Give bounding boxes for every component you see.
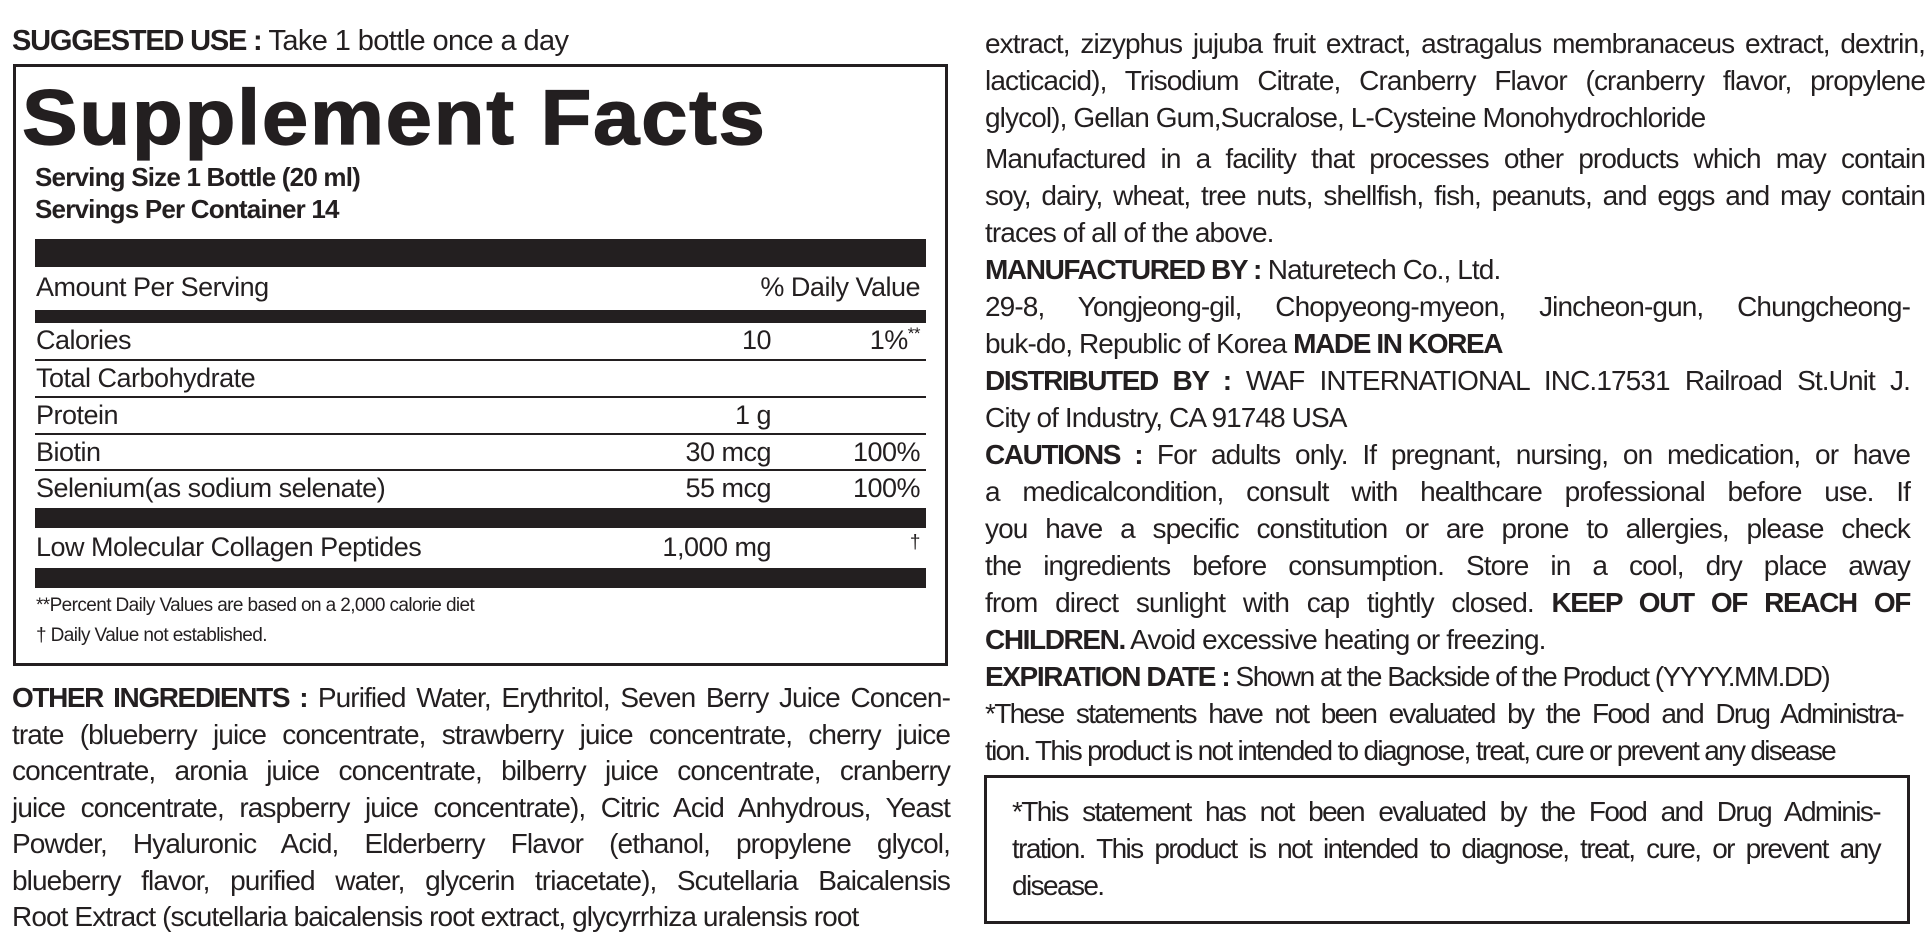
nutrient-name: Selenium(as sodium selenate)	[36, 473, 386, 503]
expiration-text: Shown at the Backside of the Product (YYYY.MM.DD)	[1229, 661, 1830, 692]
nutrient-name: Low Molecular Collagen Peptides	[36, 532, 422, 562]
manufactured-by	[985, 251, 1910, 362]
facts-row-total-carbohydrate	[35, 361, 926, 395]
text-line: juice concentrate, raspberry juice concentrate), Citric Acid Anhydrous, Yeast	[12, 791, 950, 823]
facts-row-calories	[35, 323, 926, 357]
medium-divider-bar	[35, 508, 926, 528]
dv-value: 1%	[869, 325, 908, 355]
footnote-percent-dv: **Percent Daily Values are based on a 2,000 calorie diet	[36, 595, 475, 616]
nutrient-name: Biotin	[36, 437, 101, 467]
text-line	[985, 362, 1910, 399]
suggested-use	[12, 24, 568, 58]
text-line: *This statement has not been evaluated by the Food and Drug Adminis-	[1012, 796, 1880, 827]
other-ingredients	[12, 680, 950, 936]
dv-footnote-mark: **	[907, 324, 920, 343]
suggested-use-text: Take 1 bottle once a day	[261, 25, 569, 57]
text-segment: from direct sunlight with cap tightly closed.	[985, 587, 1552, 618]
text-line: trate (blueberry juice concentrate, strawberry juice concentrate, cherry juice	[12, 718, 950, 750]
text-line: traces of all of the above.	[985, 217, 1274, 248]
text-line	[985, 325, 1910, 362]
thick-divider-bar	[35, 568, 926, 588]
text-line: blueberry flavor, purified water, glycerin triacetate), Scutellaria Baicalensis	[12, 864, 950, 896]
expiration-label: EXPIRATION DATE :	[985, 661, 1230, 692]
manufacturer-address: buk-do, Republic of Korea	[985, 328, 1294, 359]
cautions	[985, 436, 1910, 658]
manufacturer-name: Naturetech Co., Ltd.	[1260, 254, 1501, 285]
nutrient-amount: 1,000 mg	[662, 532, 771, 562]
servings-per-container: Servings Per Container 14	[35, 194, 339, 224]
text-segment: For adults only. If pregnant, nursing, on medication, or have	[1142, 439, 1910, 470]
amount-per-serving-header: Amount Per Serving	[36, 272, 269, 302]
cautions-label: CAUTIONS :	[985, 439, 1143, 470]
text-line: soy, dairy, wheat, tree nuts, shellfish, fish, peanuts, and eggs and may contain	[985, 180, 1925, 211]
dv-footnote-mark: †	[909, 532, 920, 553]
distributor-address: City of Industry, CA 91748 USA	[985, 402, 1347, 433]
fda-statement	[985, 695, 1903, 769]
nutrient-name: Protein	[36, 400, 119, 430]
supplement-facts-title: Supplement Facts	[22, 73, 767, 161]
text-line: Manufactured in a facility that processes other products which may contain	[985, 143, 1925, 174]
nutrient-dv	[870, 323, 920, 357]
text-line	[985, 658, 1910, 695]
text-line	[12, 680, 950, 717]
allergen-statement	[985, 140, 1925, 251]
text-segment: Avoid excessive heating or freezing.	[1124, 624, 1546, 655]
keep-out-of-reach-warning: KEEP OUT OF REACH OF	[1551, 587, 1910, 618]
distributor-info: WAF INTERNATIONAL INC.17531 Railroad St.Unit J.	[1230, 365, 1910, 396]
other-ingredients-label: OTHER INGREDIENTS :	[12, 682, 308, 713]
serving-size: Serving Size 1 Bottle (20 ml)	[35, 162, 361, 192]
suggested-use-label: SUGGESTED USE :	[12, 25, 262, 57]
text-line	[985, 584, 1910, 621]
ingredients-continued	[985, 25, 1925, 136]
nutrient-amount: 1 g	[734, 400, 771, 430]
expiration-date	[985, 658, 1910, 695]
text-line: *These statements have not been evaluated by the Food and Drug Administra-	[985, 698, 1903, 729]
distributed-by-label: DISTRIBUTED BY :	[985, 365, 1231, 396]
text-line: the ingredients before consumption. Store in a cool, dry place away	[985, 550, 1910, 581]
nutrient-name: Total Carbohydrate	[36, 363, 256, 393]
keep-out-of-reach-warning: CHILDREN.	[985, 624, 1125, 655]
distributed-by	[985, 362, 1910, 436]
text-line: lacticacid), Trisodium Citrate, Cranberry Flavor (cranberry flavor, propylene	[985, 65, 1925, 96]
text-line: you have a specific constitution or are prone to allergies, please check	[985, 513, 1910, 544]
text-line	[985, 436, 1910, 473]
text-line	[985, 251, 1910, 288]
text-line: glycol), Gellan Gum,Sucralose, L-Cysteine Monohydrochloride	[985, 102, 1706, 133]
text-line: concentrate, aronia juice concentrate, bilberry juice concentrate, cranberry	[12, 755, 950, 786]
medium-divider-bar	[35, 310, 926, 323]
nutrient-dv: 100%	[852, 437, 920, 467]
manufacturer-address: 29-8, Yongjeong-gil, Chopyeong-myeon, Jincheon-gun, Chungcheong-	[985, 291, 1910, 322]
facts-row-selenium	[35, 471, 926, 505]
text-line	[985, 621, 1910, 658]
facts-row-protein	[35, 398, 926, 432]
made-in-label: MADE IN KOREA	[1293, 328, 1503, 359]
nutrient-amount: 55 mcg	[685, 473, 771, 503]
daily-value-header: % Daily Value	[760, 272, 920, 302]
nutrient-name: Calories	[36, 325, 132, 355]
footnote-dv-not-established: † Daily Value not established.	[36, 625, 267, 646]
thick-divider-bar	[35, 239, 926, 267]
text-line: Root Extract (scutellaria baicalensis root extract, glycyrrhiza uralensis root	[12, 901, 859, 932]
text-line: tion. This product is not intended to diagnose, treat, cure or prevent any disease	[985, 735, 1836, 766]
facts-row-collagen	[35, 530, 926, 564]
text-segment: Purified Water, Erythritol, Seven Berry Juice Concen-	[307, 682, 950, 713]
text-line: a medicalcondition, consult with healthcare professional before use. If	[985, 476, 1910, 507]
nutrient-amount: 30 mcg	[685, 437, 771, 467]
nutrient-amount: 10	[741, 325, 771, 355]
facts-header-row	[35, 270, 926, 304]
manufactured-by-label: MANUFACTURED BY :	[985, 254, 1261, 285]
facts-row-biotin	[35, 435, 926, 469]
text-line: Powder, Hyaluronic Acid, Elderberry Flavor (ethanol, propylene glycol,	[12, 828, 950, 859]
text-line: disease.	[1012, 870, 1104, 901]
nutrient-dv: 100%	[852, 473, 920, 503]
text-line: tration. This product is not intended to diagnose, treat, cure, or prevent any	[1012, 833, 1880, 864]
text-line: extract, zizyphus jujuba fruit extract, astragalus membranaceus extract, dextrin,	[985, 28, 1925, 59]
fda-disclaimer	[1012, 793, 1880, 904]
